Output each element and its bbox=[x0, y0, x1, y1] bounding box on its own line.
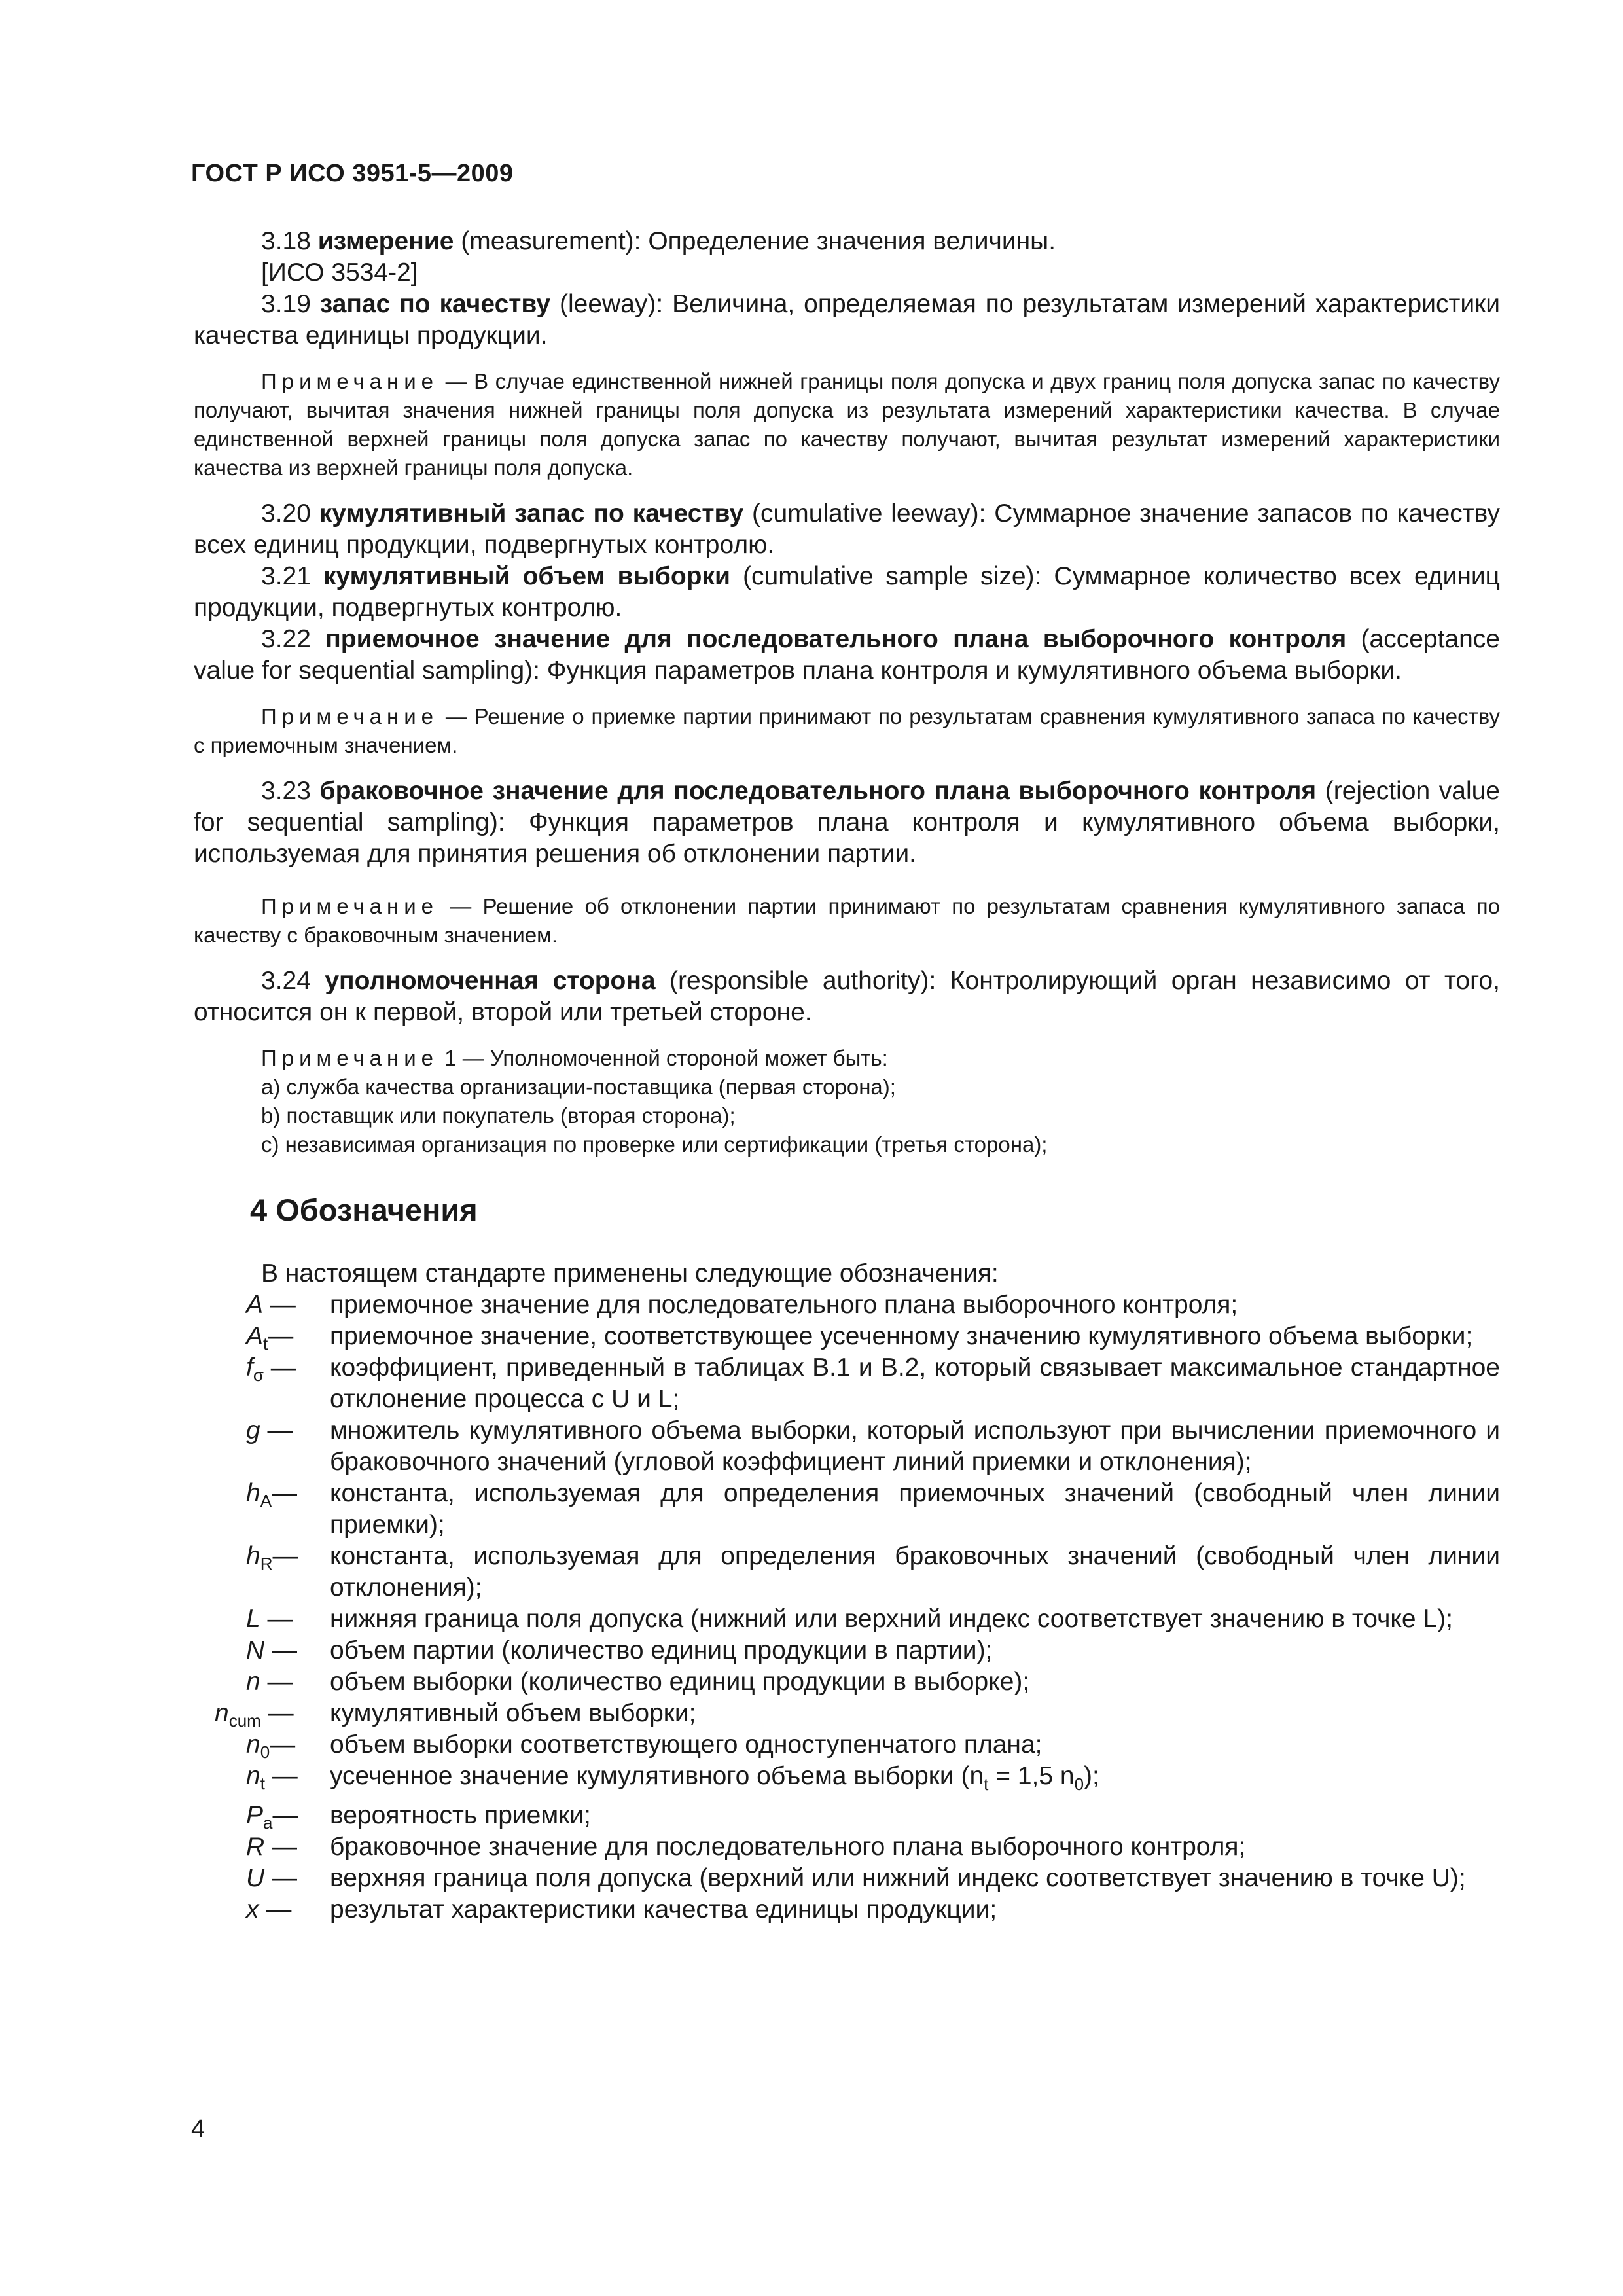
symbol-description: браковочное значение для последовательного плана выборочного контроля; bbox=[330, 1832, 1246, 1861]
symbol-description: объем выборки (количество единиц продукции в выборке); bbox=[330, 1668, 1030, 1696]
symbol-description: приемочное значение, соответствующее усеченному значению кумулятивного объема выборки; bbox=[330, 1322, 1473, 1350]
term-english: (acceptance value for sequential sampling): bbox=[194, 625, 1500, 685]
note-3-23 bbox=[194, 892, 1500, 950]
symbol-entry bbox=[194, 1321, 1500, 1352]
term-3-18 bbox=[194, 226, 1500, 257]
term-name: уполномоченная сторона bbox=[325, 967, 656, 995]
term-english: (measurement): bbox=[454, 227, 641, 255]
symbol-entry bbox=[194, 1800, 1500, 1831]
term-english: (cumulative leeway): bbox=[743, 499, 986, 528]
symbol-description: объем выборки соответствующего одноступенчатого плана; bbox=[330, 1731, 1043, 1759]
term-number: 3.24 bbox=[261, 967, 311, 995]
term-english: (responsible authority): bbox=[655, 967, 936, 995]
term-3-22 bbox=[194, 624, 1500, 687]
symbol-description: множитель кумулятивного объема выборки, который используют при вычислении приемочного и браковочного значений (угловой коэффициент линий приемки и отклонения); bbox=[330, 1416, 1500, 1476]
symbol-description: результат характеристики качества единицы продукции; bbox=[330, 1895, 997, 1924]
symbol-entry bbox=[194, 1352, 1500, 1415]
term-3-20 bbox=[194, 498, 1500, 561]
term-definition: Функция параметров плана контроля и кумулятивного объема выборки. bbox=[539, 656, 1402, 685]
term-number: 3.23 bbox=[261, 777, 311, 805]
term-3-24 bbox=[194, 965, 1500, 1028]
symbol-description: константа, используемая для определения приемочных значений (свободный член линии приемки); bbox=[330, 1479, 1500, 1539]
symbol-entry bbox=[194, 1415, 1500, 1478]
symbol-name: g — bbox=[246, 1416, 293, 1444]
symbol-name: $n_{cum}$ — bbox=[215, 1699, 294, 1731]
term-definition: Величина, определяемая по результатам измерений характеристики качества единицы продукции. bbox=[194, 290, 1500, 350]
symbol-name: $h_R—$ bbox=[246, 1542, 298, 1573]
symbol-entry bbox=[194, 1541, 1500, 1604]
note-label: Примечание bbox=[261, 704, 439, 728]
term-number: 3.19 bbox=[261, 290, 311, 318]
page-number: 4 bbox=[191, 2115, 205, 2143]
term-name: приемочное значение для последовательного плана выборочного контроля bbox=[325, 625, 1347, 653]
symbol-name: R — bbox=[246, 1832, 298, 1861]
term-3-21 bbox=[194, 561, 1500, 624]
symbol-name: $f_\sigma$ — bbox=[246, 1354, 296, 1385]
page-content bbox=[194, 226, 1500, 1926]
symbol-name: U — bbox=[246, 1863, 298, 1892]
term-definition: Функция параметров плана контроля и кумулятивного объема выборки, используемая для принятия решения об отклонении партии. bbox=[194, 808, 1500, 868]
symbol-entry bbox=[194, 1666, 1500, 1698]
term-definition: Суммарное количество всех единиц продукции, подвергнутых контролю. bbox=[194, 562, 1500, 622]
list-item: b) поставщик или покупатель (вторая сторона); bbox=[261, 1103, 736, 1128]
note-3-19 bbox=[194, 367, 1500, 482]
symbol-name: $P_a—$ bbox=[246, 1801, 298, 1833]
term-number: 3.18 bbox=[261, 227, 311, 255]
list-item: c) независимая организация по проверке или сертификации (третья сторона); bbox=[261, 1132, 1048, 1157]
symbol-name: $h_A—$ bbox=[246, 1479, 298, 1511]
term-english: (cumulative sample size): bbox=[730, 562, 1042, 590]
term-number: 3.21 bbox=[261, 562, 311, 590]
symbol-description: приемочное значение для последовательного плана выборочного контроля; bbox=[330, 1291, 1238, 1319]
term-name: браковочное значение для последовательного плана выборочного контроля bbox=[319, 777, 1317, 805]
symbol-entry bbox=[194, 1635, 1500, 1666]
note-text: — Уполномоченной стороной может быть: bbox=[456, 1046, 888, 1070]
symbol-name: n — bbox=[246, 1668, 293, 1696]
document-header: ГОСТ Р ИСО 3951-5—2009 bbox=[191, 160, 514, 187]
term-name: измерение bbox=[317, 227, 454, 255]
term-number: 3.22 bbox=[261, 625, 311, 653]
note-3-22 bbox=[194, 702, 1500, 760]
term-definition: Контролирующий орган независимо от того, относится он к первой, второй или третьей стороне. bbox=[194, 967, 1500, 1026]
symbol-name: L — bbox=[246, 1605, 293, 1633]
symbol-entry bbox=[194, 1289, 1500, 1321]
term-definition: Суммарное значение запасов по качеству всех единиц продукции, подвергнутых контролю. bbox=[194, 499, 1500, 559]
list-item: a) служба качества организации-поставщика (первая сторона); bbox=[261, 1075, 896, 1099]
symbol-entry bbox=[194, 1831, 1500, 1863]
symbol-description: объем партии (количество единиц продукции в партии); bbox=[330, 1636, 993, 1664]
term-name: кумулятивный запас по качеству bbox=[319, 499, 744, 528]
symbol-name: x — bbox=[246, 1895, 292, 1924]
term-3-19 bbox=[194, 289, 1500, 351]
note-text: — Решение о приемке партии принимают по результатам сравнения кумулятивного запаса по качеству с приемочным значением. bbox=[194, 704, 1500, 757]
symbol-entry bbox=[194, 1478, 1500, 1541]
note-label: Примечание bbox=[261, 369, 439, 393]
note-text: — Решение об отклонении партии принимают по результатам сравнения кумулятивного запаса по качеству с браковочным значением. bbox=[194, 894, 1500, 947]
symbol-description: константа, используемая для определения браковочных значений (свободный член линии отклонения); bbox=[330, 1542, 1500, 1602]
symbol-entry bbox=[194, 1863, 1500, 1894]
symbol-entry bbox=[194, 1761, 1500, 1800]
term-name: кумулятивный объем выборки bbox=[323, 562, 730, 590]
symbol-description: кумулятивный объем выборки; bbox=[330, 1699, 696, 1727]
note-text: — В случае единственной нижней границы поля допуска и двух границ поля допуска запас по качеству получают, вычитая значения нижней границы поля допуска из результата измерений характеристики качества. В случае единственной верхней границы поля допуска запас по качеству получают, вычитая результат измерений характеристики качества из верхней границы поля допуска. bbox=[194, 369, 1500, 480]
symbol-name: $n_0—$ bbox=[246, 1731, 296, 1762]
note-3-24 bbox=[194, 1044, 1500, 1073]
note-number: 1 bbox=[438, 1046, 457, 1070]
symbol-entry bbox=[194, 1604, 1500, 1635]
term-name: запас по качеству bbox=[319, 290, 551, 318]
symbol-name: $A_t—$ bbox=[246, 1322, 294, 1354]
term-english: (leeway): bbox=[550, 290, 664, 318]
symbol-entry bbox=[194, 1698, 1500, 1729]
section-heading: 4 Обозначения bbox=[250, 1193, 478, 1227]
symbol-description: верхняя граница поля допуска (верхний или нижний индекс соответствует значению в точке U); bbox=[330, 1863, 1466, 1892]
symbol-entry bbox=[194, 1729, 1500, 1761]
symbol-entry bbox=[194, 1894, 1500, 1926]
term-3-18-reference: [ИСО 3534-2] bbox=[261, 259, 418, 287]
section-intro: В настоящем стандарте применены следующие обозначения: bbox=[261, 1259, 999, 1287]
term-number: 3.20 bbox=[261, 499, 311, 528]
symbol-description: нижняя граница поля допуска (нижний или верхний индекс соответствует значению в точке L); bbox=[330, 1605, 1453, 1633]
note-label: Примечание bbox=[261, 1046, 439, 1070]
term-english: (rejection value for sequential sampling): bbox=[194, 777, 1501, 836]
symbol-description: усеченное значение кумулятивного объема выборки ($n_t = 1,5$ $n_0$); bbox=[330, 1762, 1099, 1794]
symbol-name: $n_t$ — bbox=[246, 1762, 298, 1793]
note-label: Примечание bbox=[261, 894, 439, 918]
term-definition: Определение значения величины. bbox=[641, 227, 1056, 255]
symbol-name: N — bbox=[246, 1636, 298, 1664]
symbol-name: A — bbox=[246, 1291, 296, 1319]
symbol-description: вероятность приемки; bbox=[330, 1801, 591, 1829]
symbol-description: коэффициент, приведенный в таблицах B.1 и B.2, который связывает максимальное стандартное отклонение процесса с U и L; bbox=[330, 1354, 1500, 1413]
term-3-23 bbox=[194, 776, 1500, 870]
